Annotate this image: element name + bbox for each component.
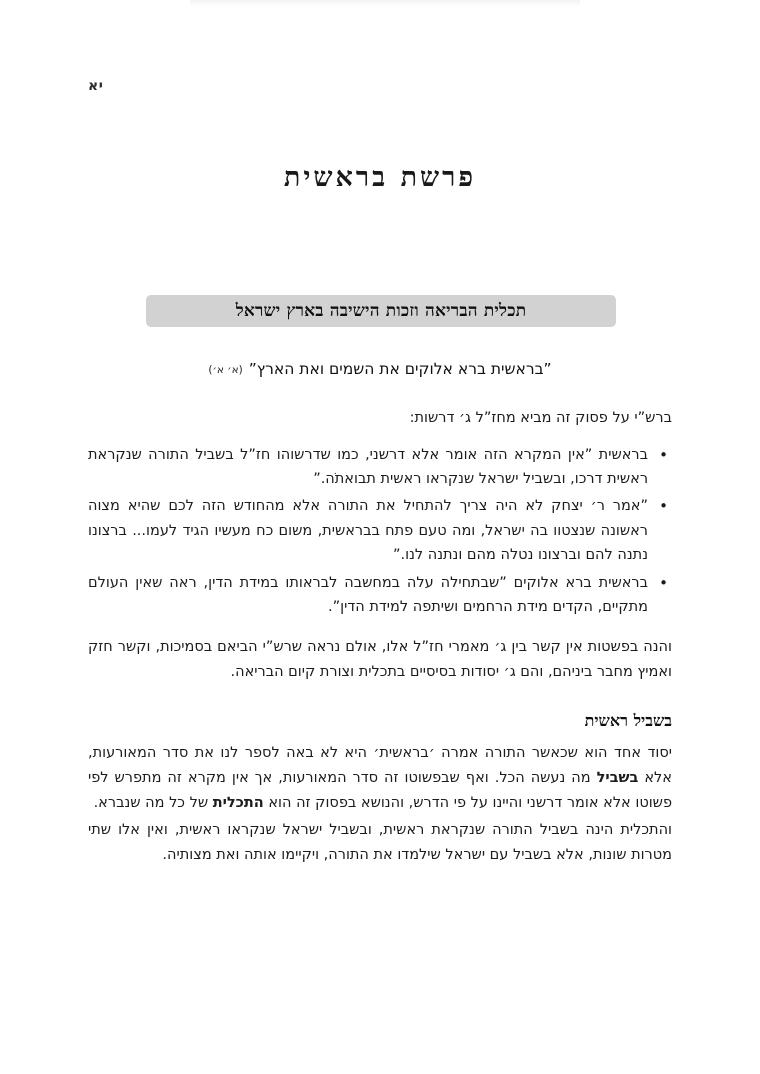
list-item: • ”אמר ר׳ יצחק לא היה צריך להתחיל את התורה אלא מהחודש הזה לכם שהיא מצוה ראשונה שנצטוו בה ישראל, ומה טעם פתח בבראשית, משום כח מעשיו הגיד לעמו... ברצונו נתנה להם וברצונו נטלה מהם ונתנה לנו.” — [88, 494, 672, 567]
emphasis-bishvil: בשביל — [596, 770, 639, 787]
list-item: • בראשית ”אין המקרא הזה אומר אלא דרשני, כמו שדרשוהו חז”ל בשביל התורה שנקראת ראשית דרכו, ובשביל ישראל שנקראו ראשית תבואתֹה.” — [88, 443, 672, 492]
list-item: • בראשית ברא אלוקים ”שבתחילה עלה במחשבה לבראותו במידת הדין, ראה שאין העולם מתקיים, הקדים מידת הרחמים ושיתפה למידת הדין”. — [88, 571, 672, 620]
subsection-heading: בשביל ראשית — [584, 711, 672, 731]
verse-reference: (א׳ א׳) — [208, 364, 243, 376]
verse-quote — [88, 358, 672, 381]
intro-line: ברש”י על פסוק זה מביא מחז”ל ג׳ דרשות: — [409, 410, 672, 427]
drashot-list — [88, 443, 672, 620]
subsection-paragraph-1 — [88, 741, 672, 816]
top-decorative-band — [190, 0, 580, 7]
section-heading-text: תכלית הבריאה וזכות הישיבה בארץ ישראל — [235, 301, 527, 321]
document-content — [88, 358, 672, 882]
paragraph-segment: של כל מה שנברא. — [93, 795, 213, 811]
emphasis-hatachlit: התכלית — [212, 795, 264, 811]
verse-text: ”בראשית ברא אלוקים את השמים ואת הארץ” — [248, 360, 552, 378]
paragraph-segment: מה נעשה הכל. ואף שבפשוטו זה סדר המאורעות, אך אין מקרא זה מתפרש לפי פשוטו אלא אומר דרשני והיינו על פי הדרש, והנושא בפסוק זה הוא — [88, 770, 672, 811]
page-title: פרשת בראשית — [283, 162, 477, 193]
section-heading-banner — [146, 295, 616, 327]
subsection-paragraph-2: והתכלית הינה בשביל התורה שנקראת ראשית, ובשביל ישראל שנקראו ראשית, ואין אלו שתי מטרות שונות, אלא בשביל עם ישראל שילמדו את התורה, ויקיימו אותה ואת מצותיה. — [88, 821, 672, 863]
folio-number: יא — [88, 78, 104, 94]
paragraph-after-drashot: והנה בפשטות אין קשר בין ג׳ מאמרי חז”ל אלו, אולם נראה שרש”י הביאם בסמיכות, וקשר חזק ואמיץ מחבר ביניהם, והם ג׳ יסודות בסיסיים בתכלית וצורת קיום הבריאה. — [88, 639, 672, 681]
paragraph-segment: יסוד אחד הוא שכאשר התורה אמרה ׳בראשית׳ היא לא באה לספר לנו את סדר המאורעות, אלא — [88, 745, 672, 787]
